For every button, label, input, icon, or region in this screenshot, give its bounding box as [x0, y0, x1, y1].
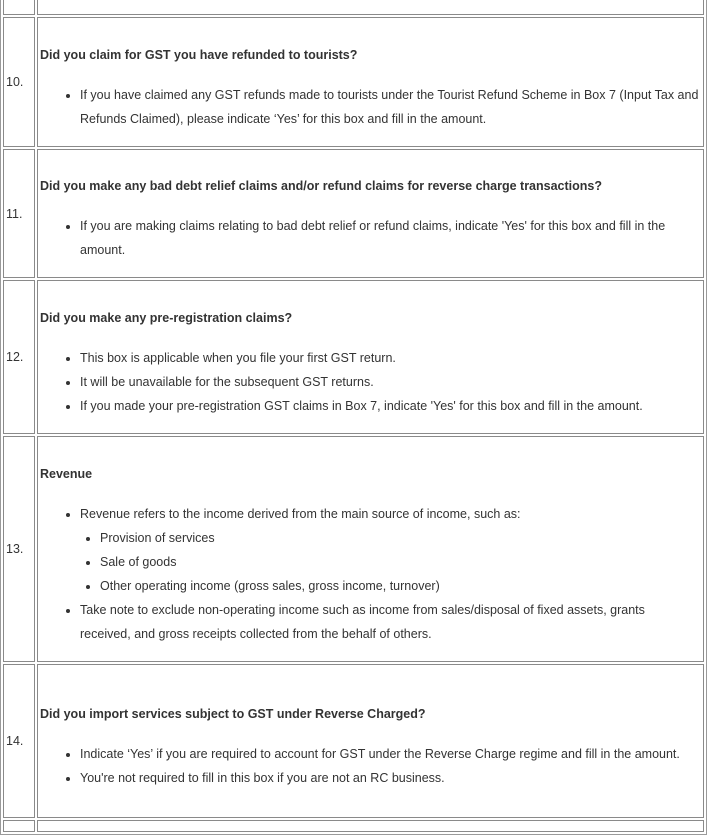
table-row-14 — [3, 664, 704, 818]
row-number-cell — [3, 820, 35, 832]
row-content-13 — [37, 436, 704, 662]
bullet-list — [40, 742, 703, 790]
sub-bullet-item: • Other operating income (gross sales, gross income, turnover) — [100, 574, 699, 598]
table-row-13 — [3, 436, 704, 662]
bullet-intro-text: Revenue refers to the income derived from the main source of income, such as: — [80, 506, 521, 521]
row-number-cell — [3, 0, 35, 15]
table-row-partial-bottom — [3, 820, 704, 832]
row-number-10: 10. — [3, 17, 35, 147]
bullet-item: • Indicate ‘Yes’ if you are required to account for GST under the Reverse Charge regime and fill in the amount. — [80, 742, 703, 766]
bullet-item: • Take note to exclude non-operating income such as income from sales/disposal of fixed assets, grants received, and gross receipts collected from the behalf of others. — [80, 598, 703, 646]
bullet-item: • If you made your pre-registration GST claims in Box 7, indicate 'Yes' for this box and fill in the amount. — [80, 394, 703, 418]
question-heading: Did you import services subject to GST under Reverse Charged? — [40, 706, 426, 721]
question-heading: Did you make any pre-registration claims? — [40, 310, 293, 325]
row-content-cell — [37, 0, 704, 15]
bullet-list — [40, 83, 703, 131]
row-number-13: 13. — [3, 436, 35, 662]
bullet-item: • If you are making claims relating to bad debt relief or refund claims, indicate 'Yes' for this box and fill in the amount. — [80, 214, 703, 262]
row-number-14: 14. — [3, 664, 35, 818]
question-heading: Did you claim for GST you have refunded to tourists? — [40, 47, 358, 62]
sub-bullet-list — [80, 526, 699, 598]
row-number-11: 11. — [3, 149, 35, 278]
bullet-item: • It will be unavailable for the subsequent GST returns. — [80, 370, 703, 394]
bullet-item: • You're not required to fill in this box if you are not an RC business. — [80, 766, 703, 790]
bullet-list — [40, 502, 703, 646]
sub-bullet-item: • Sale of goods — [100, 550, 699, 574]
row-content-cell — [37, 820, 704, 832]
question-heading: Revenue — [40, 466, 93, 481]
table-row-partial-top — [3, 0, 704, 15]
row-content-11 — [37, 149, 704, 278]
bullet-item — [80, 502, 703, 598]
sub-bullet-item: • Provision of services — [100, 526, 699, 550]
bullet-list — [40, 346, 703, 418]
table-row-10 — [3, 17, 704, 147]
bullet-list — [40, 214, 703, 262]
row-content-10 — [37, 17, 704, 147]
row-content-14 — [37, 664, 704, 818]
table-row-11 — [3, 149, 704, 278]
table-row-12 — [3, 280, 704, 434]
row-content-12 — [37, 280, 704, 434]
row-number-12: 12. — [3, 280, 35, 434]
bullet-item: • If you have claimed any GST refunds made to tourists under the Tourist Refund Scheme in Box 7 (Input Tax and Refunds Claimed), please indicate ‘Yes’ for this box and fill in the amount. — [80, 83, 703, 131]
bullet-item: • This box is applicable when you file your first GST return. — [80, 346, 703, 370]
question-heading: Did you make any bad debt relief claims and/or refund claims for reverse charge transactions? — [40, 179, 602, 193]
